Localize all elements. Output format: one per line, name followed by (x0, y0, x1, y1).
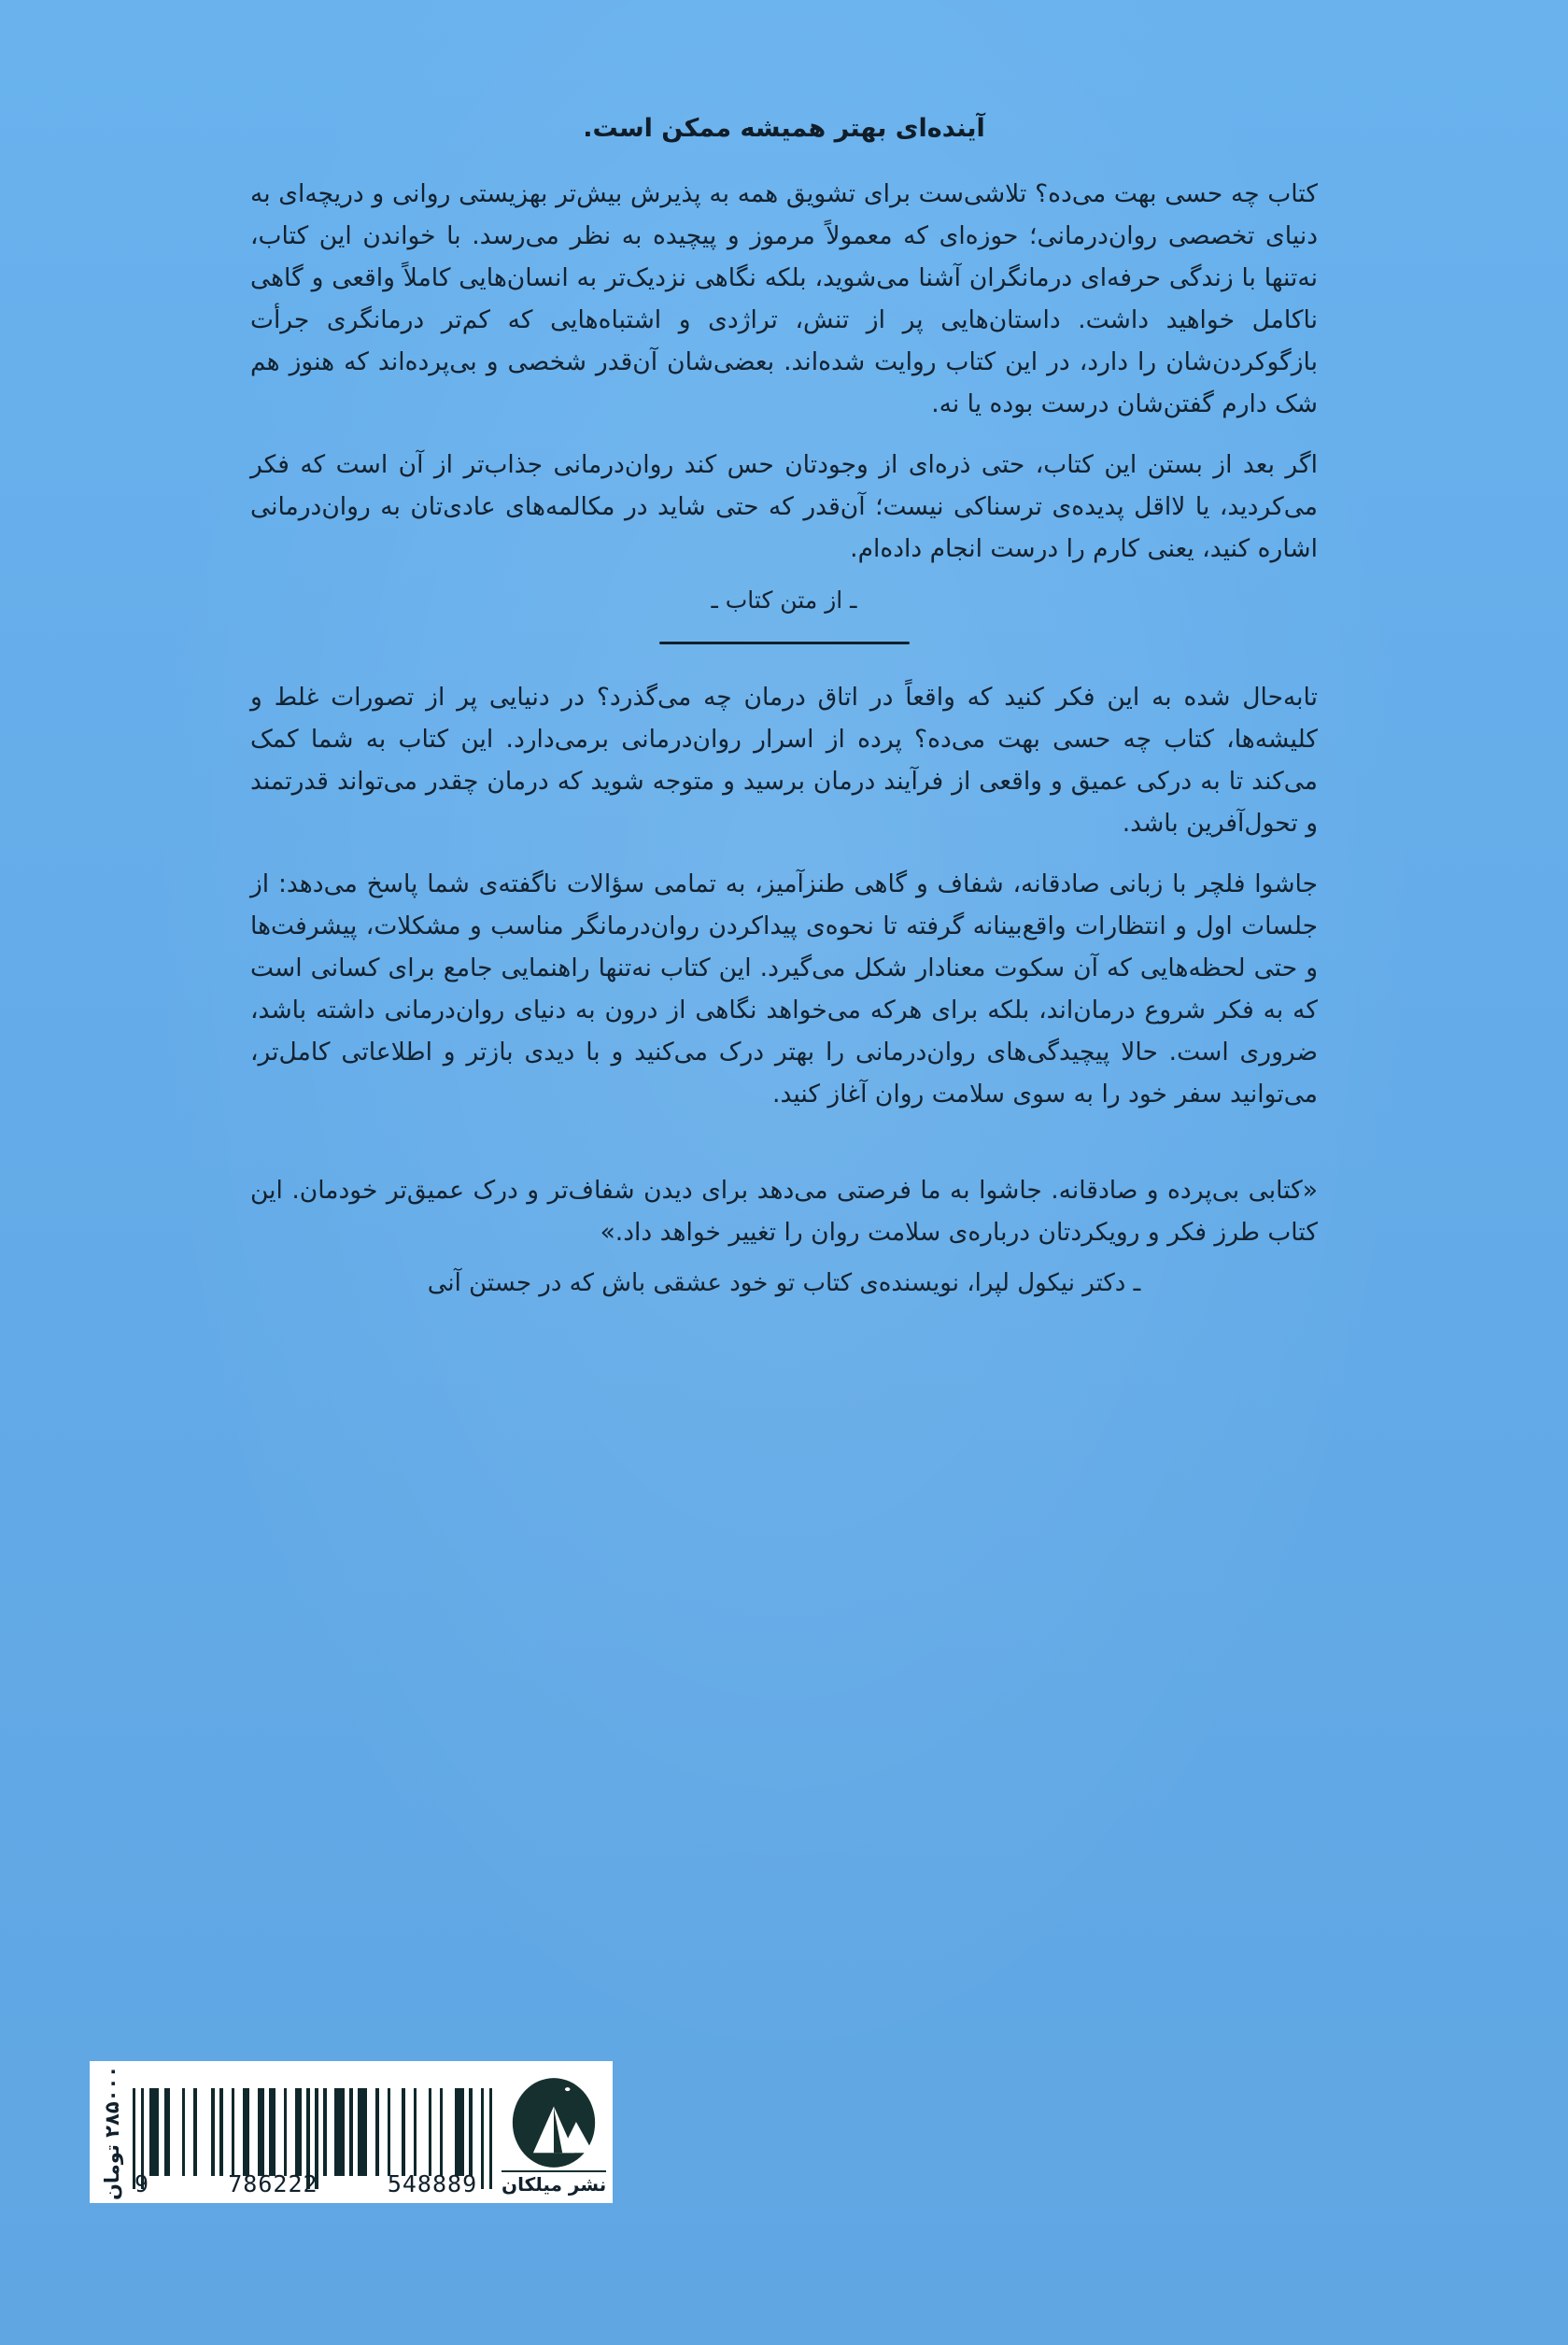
blurb-paragraph-2: جاشوا فلچر با زبانی صادقانه، شفاف و گاهی طنزآمیز، به تمامی سؤالات ناگفته‌ی شما پاسخ می‌دهد: از جلسات اول و انتظارات واقع‌بینانه گرفته تا نحوه‌ی پیداکردن روان‌درمانگر مناسب و مشکلات، پیشرفت‌ها و حتی لحظه‌هایی که آن سکوت معنادار شکل می‌گیرد. این کتاب نه‌تنها راهنمایی جامع برای کسانی است که به فکر شروع درمان‌اند، بلکه برای هرکه می‌خواهد نگاهی از درون به دنیای روان‌درمانی داشته باشد، ضروری است. حالا پیچیدگی‌های روان‌درمانی را بهتر درک می‌کنید و با دیدی بازتر و اطلاعاتی کامل‌تر، می‌توانید سفر خود را به سوی سلامت روان آغاز کنید. (250, 869, 1318, 1109)
barcode-block (90, 2061, 613, 2203)
barcode-left-group: 786222 (228, 2170, 318, 2197)
publisher-logo (498, 2067, 610, 2199)
cover-content (250, 110, 1318, 1304)
mountain-oval-icon (511, 2077, 597, 2168)
testimonial-source: ـ دکتر نیکول لپرا، نویسنده‌ی کتاب تو خود عشقی باش که در جستن آنی (427, 1269, 1141, 1298)
publisher-name: نشر میلکان (501, 2173, 607, 2196)
excerpt-paragraph-2: اگر بعد از بستن این کتاب، حتی ذره‌ای از وجودتان حس کند روان‌درمانی جذاب‌تر از آن است که فکر می‌کردید، یا لااقل پدیده‌ی ترسناکی نیست؛ آن‌قدر که حتی شاید در مکالمه‌های عادی‌تان به روان‌درمانی اشاره کنید، یعنی کارم را درست انجام داده‌ام. (250, 449, 1318, 563)
excerpt-attribution: ـ از متن کتاب ـ (711, 586, 857, 614)
barcode-lead-digit: 9 (134, 2170, 150, 2197)
page-title: آینده‌ای بهتر همیشه ممکن است. (583, 114, 985, 143)
section-divider (250, 642, 1318, 644)
divider-line (659, 642, 910, 644)
barcode-graphic (127, 2067, 498, 2199)
blurb-paragraph-1: تابه‌حال شده به این فکر کنید که واقعاً در اتاق درمان چه می‌گذرد؟ در دنیایی پر از تصورات غلط و کلیشه‌ها، کتاب چه حسی بهت می‌ده؟ پرده از اسرار روان‌درمانی برمی‌دارد. این کتاب به شما کمک می‌کند تا به درکی عمیق و واقعی از فرآیند درمان برسید و متوجه شوید که درمان چقدر می‌تواند قدرتمند و تحول‌آفرین باشد. (250, 682, 1318, 839)
price-label: ۲۸۵۰۰۰ تومان (101, 2065, 123, 2201)
excerpt-paragraph-1: کتاب چه حسی بهت می‌ده؟ تلاشی‌ست برای تشویق همه به پذیرش بیش‌تر بهزیستی روانی و دریچه‌ای به دنیای تخصصی روان‌درمانی؛ حوزه‌ای که معمولاً مرموز و پیچیده به نظر می‌رسد. با خواندن این کتاب، نه‌تنها با زندگی حرفه‌ای درمانگران آشنا می‌شوید، بلکه نگاهی نزدیک‌تر به انسان‌هایی کاملاً واقعی و گاهی ناکامل خواهید داشت. داستان‌هایی پر از تنش، تراژدی و اشتباه‌هایی که کم‌تر درمانگری جرأت بازگوکردن‌شان را دارد، در این کتاب روایت شده‌اند. بعضی‌شان آن‌قدر شخصی و بی‌پرده‌اند که هنوز هم شک دارم گفتن‌شان درست بوده یا نه. (250, 178, 1318, 418)
logo-underline (501, 2170, 606, 2172)
barcode-digits (133, 2170, 492, 2197)
testimonial-block (250, 1169, 1318, 1304)
testimonial-quote: «کتابی بی‌پرده و صادقانه. جاشوا به ما فرصتی می‌دهد برای دیدن شفاف‌تر و درک عمیق‌تر خودمان. این کتاب طرز فکر و رویکردتان درباره‌ی سلامت روان را تغییر خواهد داد.» (250, 1176, 1318, 1248)
barcode-right-group: 548889 (387, 2170, 478, 2197)
